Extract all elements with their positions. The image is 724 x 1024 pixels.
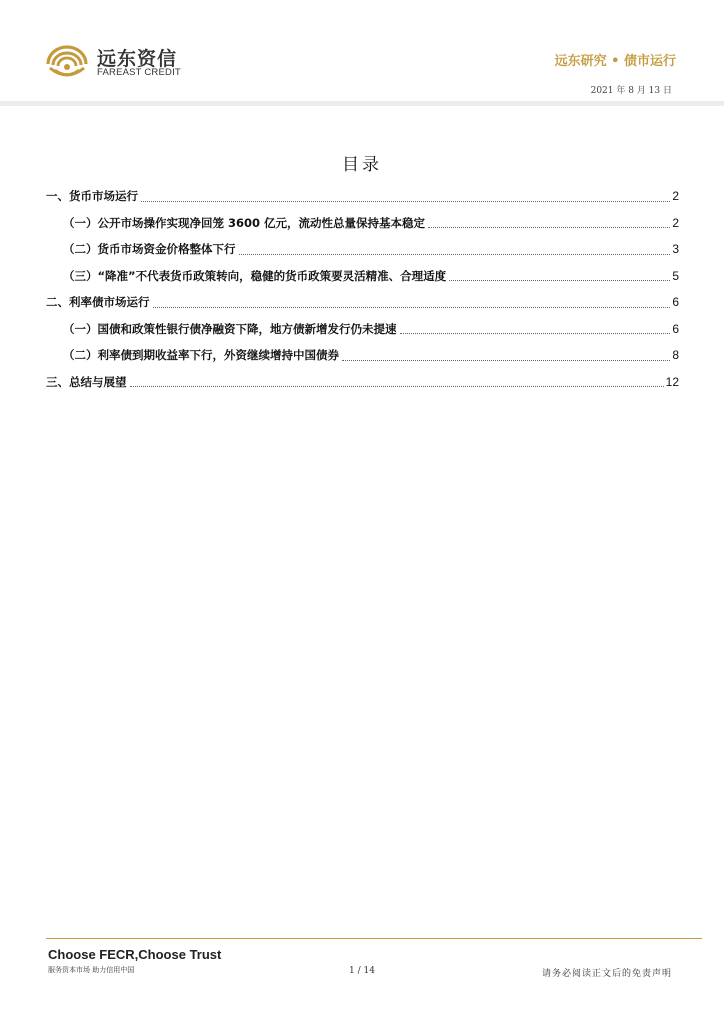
toc-entry-label: （二）货币市场资金价格整体下行 — [63, 242, 236, 257]
toc-entry-label: 一、货币市场运行 — [46, 189, 138, 204]
dot-leader — [428, 227, 670, 228]
toc-entry-section-1-2[interactable] — [46, 236, 679, 263]
page-number: 1 / 14 — [349, 966, 375, 976]
logo-english-name: FAREAST CREDIT — [97, 67, 181, 78]
toc-entry-label: （一）公开市场操作实现净回笼 3600 亿元，流动性总量保持基本稳定 — [63, 215, 426, 230]
toc-entry-page: 2 — [672, 215, 679, 230]
toc-entry-section-2-2[interactable] — [46, 342, 679, 369]
toc-entry-label: 二、利率债市场运行 — [46, 295, 150, 310]
toc-title: 目录 — [342, 155, 382, 175]
toc-entry-label: （一）国债和政策性银行债净融资下降，地方债新增发行仍未提速 — [63, 321, 397, 336]
toc-entry-section-1-3[interactable] — [46, 263, 679, 290]
toc-entry-page: 3 — [672, 242, 679, 257]
toc-entry-section-3[interactable] — [46, 369, 679, 396]
dot-leader — [342, 360, 670, 361]
toc-entry-label: 三、总结与展望 — [46, 374, 127, 389]
footer-motto: 服务资本市场 助力信用中国 — [48, 966, 135, 974]
dot-leader — [141, 201, 670, 202]
table-of-contents — [46, 183, 679, 395]
logo-chinese-name: 远东资信 — [97, 48, 178, 70]
dot-leader — [449, 280, 670, 281]
page-header — [0, 0, 724, 104]
toc-entry-page: 12 — [665, 374, 679, 389]
toc-entry-label: （三）“降准”不代表货币政策转向，稳健的货币政策要灵活精准、合理适度 — [63, 268, 447, 283]
toc-entry-label: （二）利率债到期收益率下行，外资继续增持中国债券 — [63, 348, 339, 363]
header-divider — [0, 101, 724, 106]
toc-entry-section-2[interactable] — [46, 289, 679, 316]
fareast-credit-logo-icon — [44, 42, 90, 82]
toc-entry-page: 6 — [672, 295, 679, 310]
toc-entry-page: 2 — [672, 189, 679, 204]
report-date: 2021 年 8 月 13 日 — [590, 86, 672, 96]
toc-entry-page: 8 — [672, 348, 679, 363]
toc-entry-page: 6 — [672, 321, 679, 336]
dot-leader — [130, 386, 664, 387]
toc-entry-section-1[interactable] — [46, 183, 679, 210]
footer-disclaimer: 请务必阅读正文后的免责声明 — [541, 969, 672, 979]
footer-slogan: Choose FECR,Choose Trust — [48, 947, 222, 962]
toc-entry-section-1-1[interactable] — [46, 210, 679, 237]
report-series-title: 远东研究 • 债市运行 — [554, 54, 676, 69]
dot-leader — [400, 333, 671, 334]
toc-entry-page: 5 — [672, 268, 679, 283]
dot-leader — [153, 307, 671, 308]
toc-entry-section-2-1[interactable] — [46, 316, 679, 343]
footer-divider — [46, 938, 702, 939]
dot-leader — [239, 254, 671, 255]
